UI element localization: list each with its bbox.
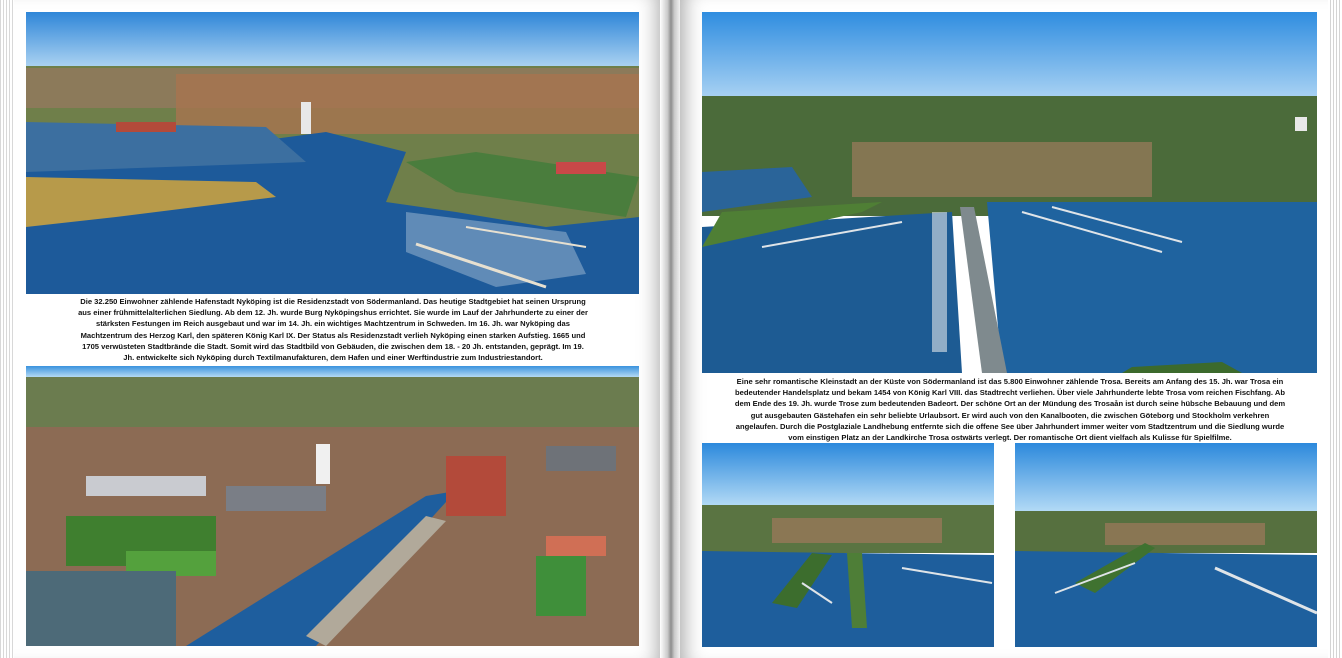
left-page	[14, 0, 662, 658]
right-page	[680, 0, 1328, 658]
caption-nykoping: Die 32.250 Einwohner zählende Hafenstadt Nyköping ist die Residenzstadt von Södermanland. Das heutige Stadtgebiet hat seinen Ursprung aus einer frühmittelalterlichen Siedlung. Ab dem 12. Jh. wurde Burg Nyköpingshus errichtet. Sie wurde im Lauf der Jahrhunderte zu einer der stärksten Festungen im Reich ausgebaut und war im 14. Jh. ein wichtiges Machtzentrum in Schweden. Im 16. Jh. war Nyköping das Machtzentrum des Herzog Karl, den späteren König Karl IX. Der Status als Residenzstadt verlieh Nyköping einen starken Aufstieg. 1665 und 1705 verwüsteten Stadtbrände die Stadt. Somit wird das Stadtbild von Gebäuden, die zwischen dem 18. - 20 Jh. entstanden, geprägt. Im 19. Jh. entwickelte sich Nyköping durch Textilmanufakturen, dem Hafen und einer Werftindustrie zum Industriestandort.	[78, 297, 588, 363]
caption-trosa: Eine sehr romantische Kleinstadt an der Küste von Södermanland ist das 5.800 Einwohner zählende Trosa. Bereits am Anfang des 15. Jh. war Trosa ein bedeutender Handelsplatz und bekam 1454 von König Karl VIII. das Stadtrecht verliehen. Über viele Jahrhunderte lebte Trosa vom reichen Fischfang. Ab dem Ende des 19. Jh. wurde Trose zum bedeutenden Badeort. Der schöne Ort an der Mündung des Trosaån ist durch seine hübsche Bebauung und dem gut ausgebauten Gästehafen ein sehr beliebte Urlaubsort. Er wird auch von den Kanalbooten, die zwischen Göteborg und Stockholm verkehren angelaufen. Durch die Postglaziale Landhebung entfernte sich die offene See über Jahrhundert immer weiter vom Stadtzentrum und die Siedlung wurde vom einstigen Platz an der Landkirche Trosa ostwärts verlegt. Der romantische Ort dient vielfach als Kulisse für Spielfilme.	[734, 377, 1286, 443]
page-edge-left	[0, 0, 14, 658]
page-edge-right	[1328, 0, 1342, 658]
aerial-photo-trosa-marina	[702, 12, 1317, 373]
aerial-photo-nykoping-harbor	[26, 12, 639, 294]
aerial-photo-trosa-harbor-1	[702, 443, 994, 647]
aerial-photo-trosa-harbor-2	[1015, 443, 1317, 647]
book-spine	[660, 0, 682, 658]
aerial-photo-nykoping-town	[26, 366, 639, 646]
